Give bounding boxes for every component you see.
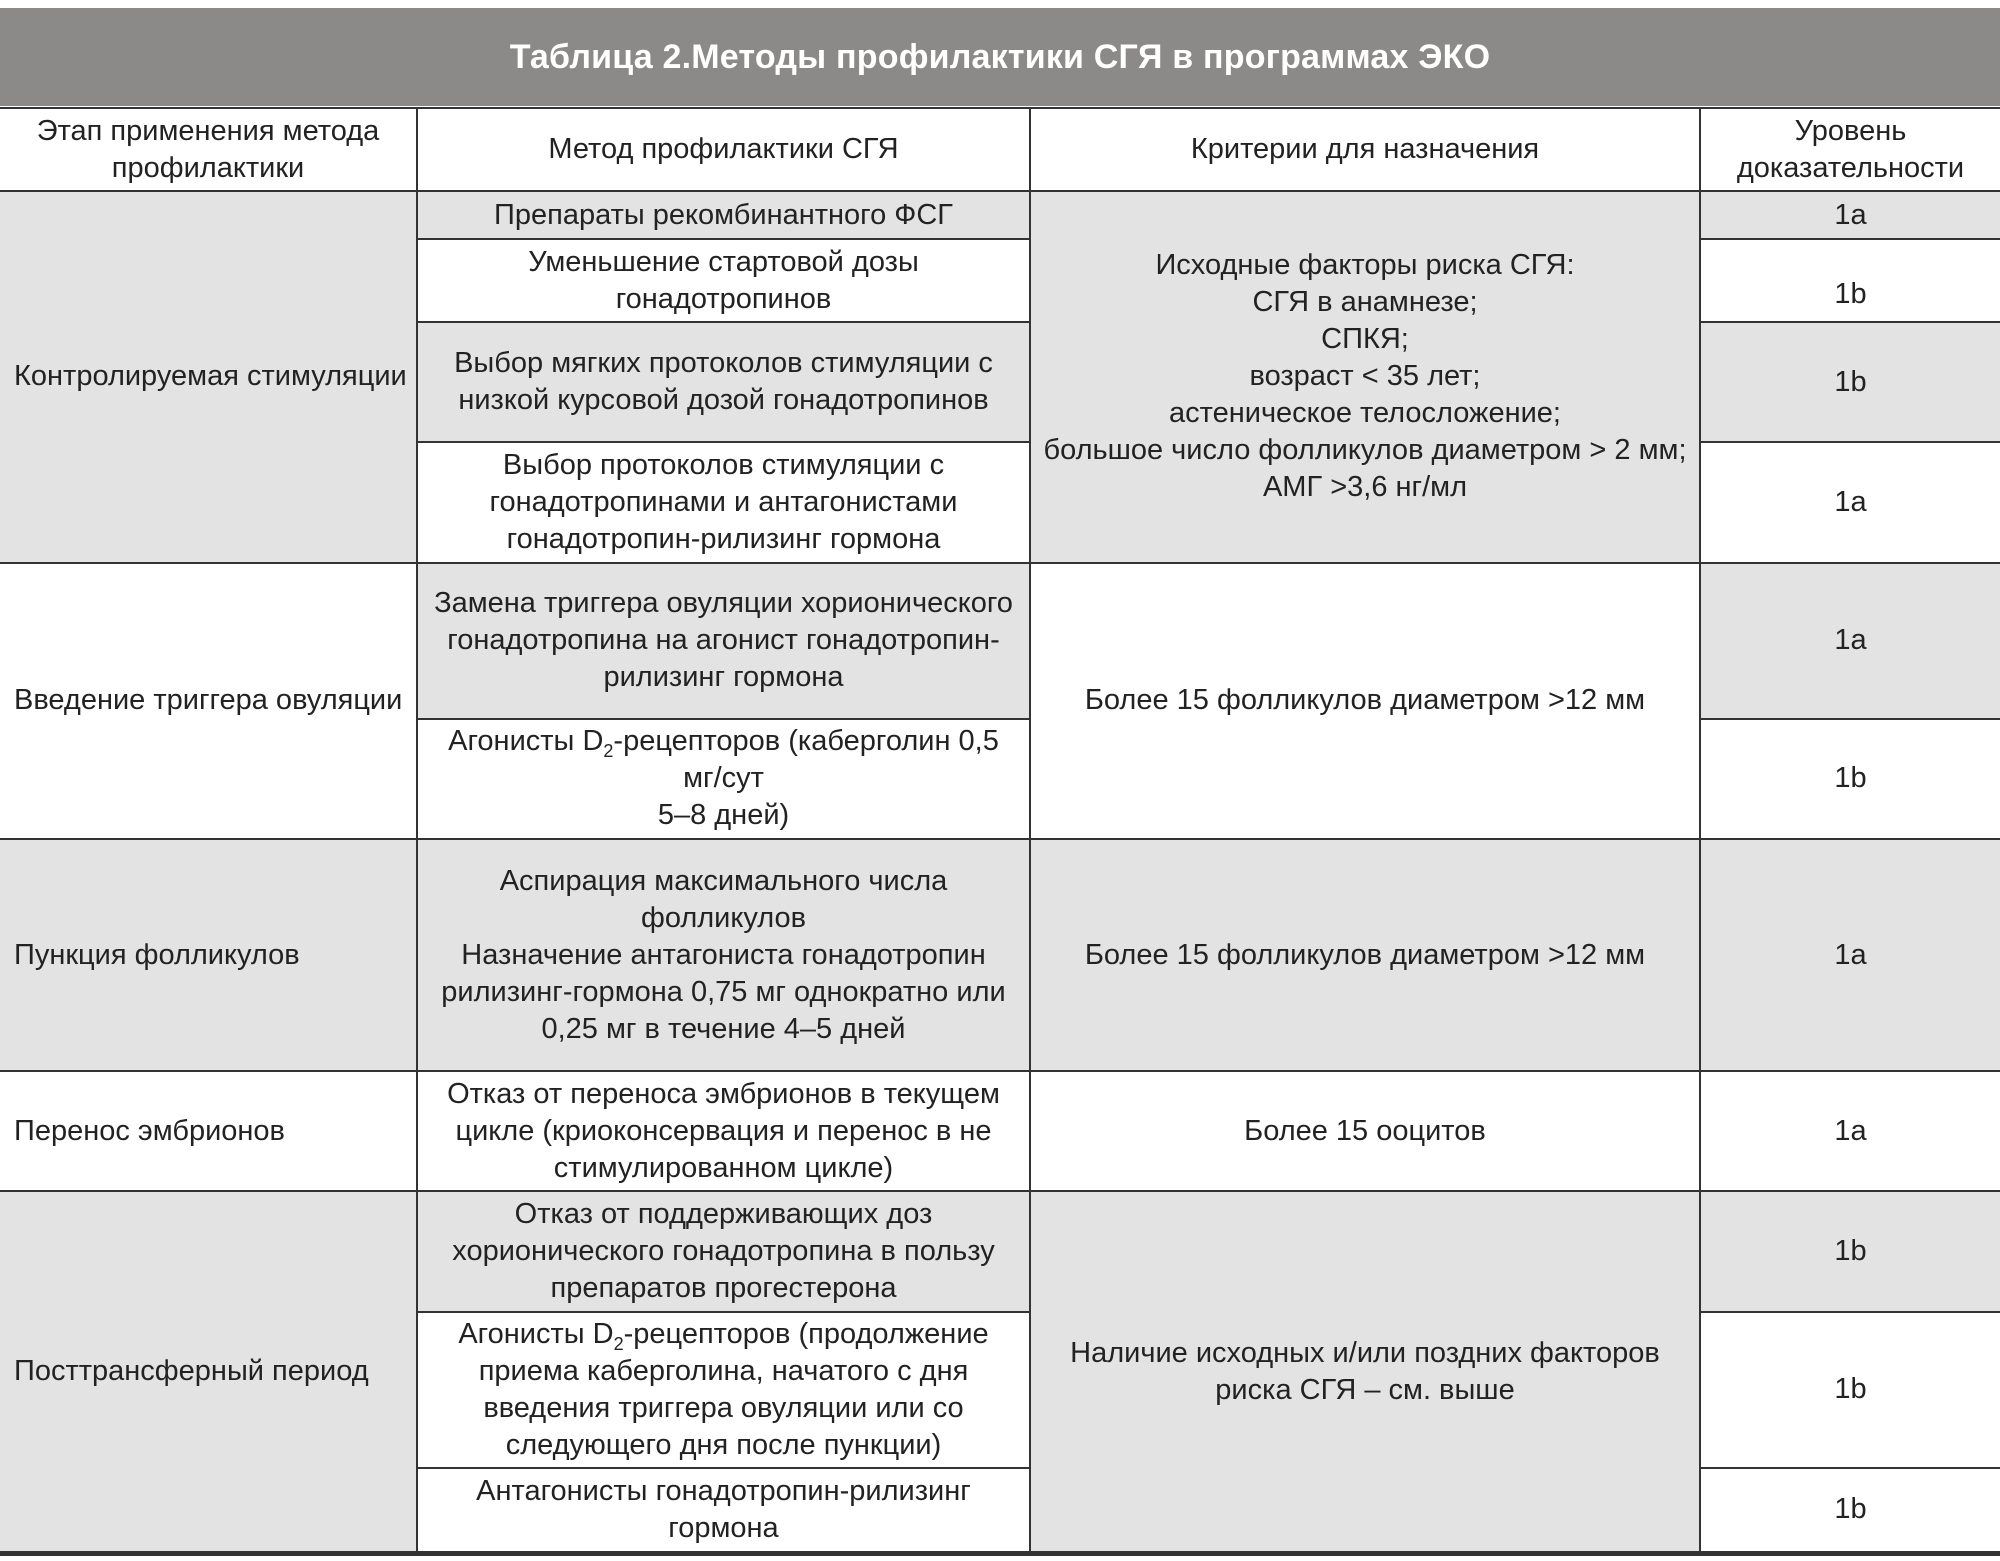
criteria-cell [1030, 191, 1700, 562]
method-cell: Отказ от поддерживающих доз хорионического гонадотропина в пользу препаратов прогестерона [417, 1191, 1030, 1311]
criteria-line: АМГ >3,6 нг/мл [1262, 471, 1468, 504]
criteria-line: астеническое телосложение; [1169, 397, 1561, 430]
criteria-cell: Более 15 фолликулов диаметром >12 мм [1030, 839, 1700, 1071]
prevention-table [0, 107, 2000, 1553]
table-row [0, 1071, 2000, 1191]
method-cell: Препараты рекомбинантного ФСГ [417, 191, 1030, 239]
header-method: Метод профилактики СГЯ [417, 108, 1030, 191]
subscript: 2 [613, 1333, 624, 1354]
criteria-line: большое число фолликулов диаметром > 2 мм; [1043, 434, 1687, 467]
method-cell: Отказ от переноса эмбрионов в текущем цикле (криоконсервация и перенос в не стимулированном цикле) [417, 1071, 1030, 1191]
header-row [0, 108, 2000, 191]
level-cell: 1b [1700, 1191, 2000, 1311]
method-cell: Антагонисты гонадотропин-рилизинг гормона [417, 1468, 1030, 1552]
stage-cell: Введение триггера овуляции [0, 563, 417, 839]
method-cell: Выбор мягких протоколов стимуляции с низкой курсовой дозой гонадотропинов [417, 322, 1030, 442]
method-line: Назначение антагониста гонадотропин рилизинг-гормона 0,75 мг однократно или 0,25 мг в течение 4–5 дней [441, 938, 1006, 1045]
subscript: 2 [603, 741, 614, 762]
level-cell: 1b [1700, 322, 2000, 442]
method-text: Агонисты D [458, 1317, 614, 1350]
method-line: Аспирация максимального числа фолликулов [499, 864, 948, 934]
method-line: 5–8 дней) [657, 799, 790, 832]
table-title: Таблица 2.Методы профилактики СГЯ в программах ЭКО [0, 8, 2000, 106]
criteria-line: Исходные факторы риска СГЯ: [1155, 249, 1575, 282]
stage-cell: Пункция фолликулов [0, 839, 417, 1071]
method-cell: Выбор протоколов стимуляции с гонадотропинами и антагонистами гонадотропин-рилизинг гормона [417, 442, 1030, 562]
table-row [0, 839, 2000, 1071]
criteria-cell: Наличие исходных и/или поздних факторов риска СГЯ – см. выше [1030, 1191, 1700, 1552]
method-text: -рецепторов (продолжение приема каберголина, начатого с дня введения триггера овуляции или со следующего дня после пункции) [478, 1317, 989, 1461]
criteria-line: СПКЯ; [1321, 323, 1409, 356]
stage-cell: Посттрансферный период [0, 1191, 417, 1552]
stage-cell: Перенос эмбрионов [0, 1071, 417, 1191]
method-text: Агонисты D [448, 725, 604, 758]
level-cell: 1a [1700, 563, 2000, 719]
table-row [0, 563, 2000, 719]
method-cell [417, 839, 1030, 1071]
level-cell: 1b [1700, 1312, 2000, 1468]
table-row [0, 1191, 2000, 1311]
level-cell: 1b [1700, 719, 2000, 839]
stage-cell: Контролируемая стимуляции [0, 191, 417, 562]
header-level: Уровень доказательности [1700, 108, 2000, 191]
method-cell: Замена триггера овуляции хорионического гонадотропина на агонист гонадотропин-рилизинг гормона [417, 563, 1030, 719]
bottom-border [0, 1553, 2000, 1556]
level-cell: 1a [1700, 191, 2000, 239]
header-criteria: Критерии для назначения [1030, 108, 1700, 191]
method-cell: Уменьшение стартовой дозы гонадотропинов [417, 239, 1030, 322]
method-cell [417, 1312, 1030, 1468]
criteria-cell: Более 15 ооцитов [1030, 1071, 1700, 1191]
method-cell [417, 719, 1030, 839]
table-row [0, 191, 2000, 239]
criteria-cell: Более 15 фолликулов диаметром >12 мм [1030, 563, 1700, 839]
method-text: -рецепторов (каберголин 0,5 мг/сут [613, 725, 999, 795]
criteria-line: СГЯ в анамнезе; [1252, 286, 1478, 319]
level-cell: 1a [1700, 1071, 2000, 1191]
level-cell: 1a [1700, 839, 2000, 1071]
header-stage: Этап применения метода профилактики [0, 108, 417, 191]
level-cell: 1a [1700, 442, 2000, 562]
level-cell: 1b [1700, 239, 2000, 322]
level-cell: 1b [1700, 1468, 2000, 1552]
criteria-line: возраст < 35 лет; [1249, 360, 1481, 393]
